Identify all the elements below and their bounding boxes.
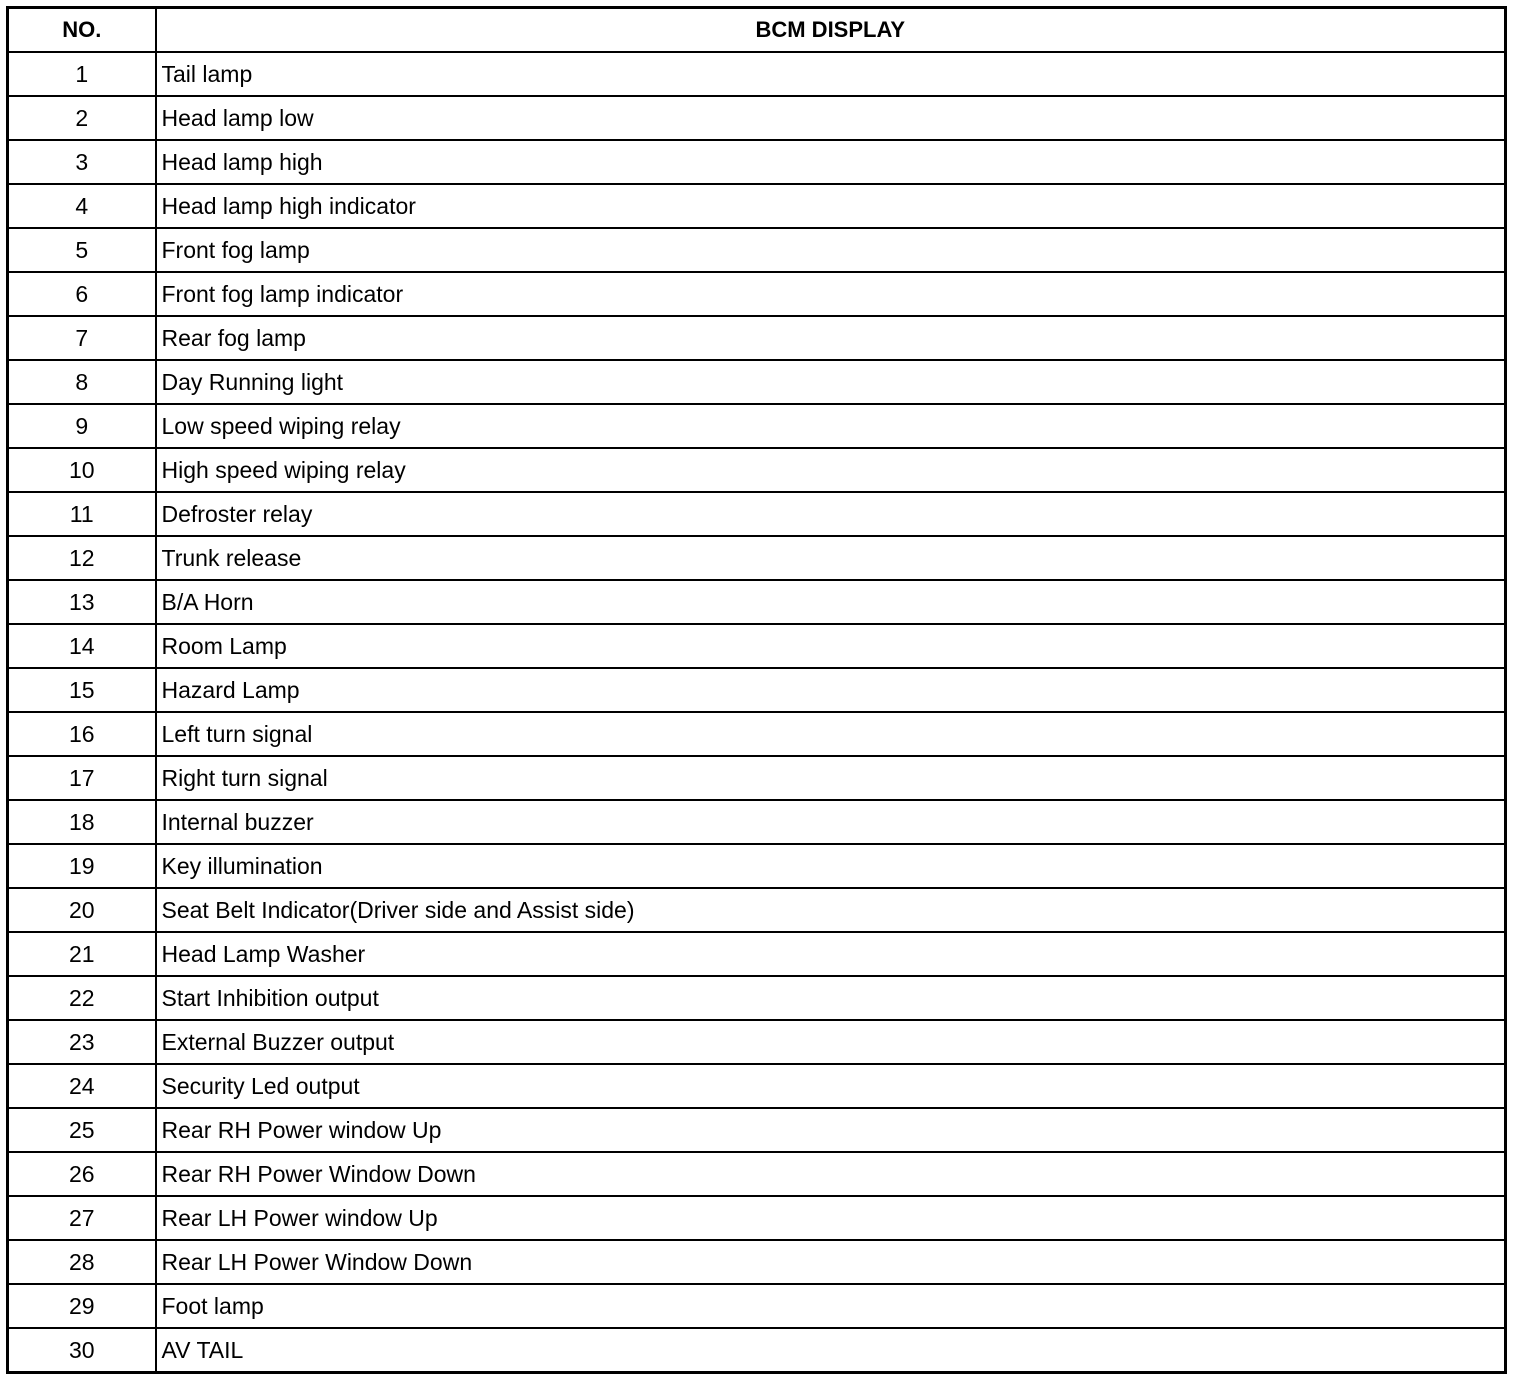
row-number: 28: [8, 1240, 156, 1284]
table-row: [8, 800, 1506, 844]
bcm-display-item: Left turn signal: [156, 712, 1506, 756]
bcm-display-item: Head lamp high: [156, 140, 1506, 184]
bcm-display-item: External Buzzer output: [156, 1020, 1506, 1064]
row-number: 16: [8, 712, 156, 756]
table-row: [8, 1196, 1506, 1240]
row-number: 6: [8, 272, 156, 316]
bcm-display-item: Foot lamp: [156, 1284, 1506, 1328]
table-row: [8, 1240, 1506, 1284]
bcm-display-item: Seat Belt Indicator(Driver side and Assist side): [156, 888, 1506, 932]
table-row: [8, 1152, 1506, 1196]
bcm-display-item: Trunk release: [156, 536, 1506, 580]
row-number: 27: [8, 1196, 156, 1240]
bcm-display-item: Tail lamp: [156, 52, 1506, 96]
table-row: [8, 624, 1506, 668]
row-number: 18: [8, 800, 156, 844]
table-row: [8, 360, 1506, 404]
row-number: 29: [8, 1284, 156, 1328]
table-row: [8, 184, 1506, 228]
bcm-display-item: Rear RH Power Window Down: [156, 1152, 1506, 1196]
table-row: [8, 844, 1506, 888]
table-row: [8, 712, 1506, 756]
table-header: [8, 8, 1506, 53]
table-row: [8, 316, 1506, 360]
row-number: 1: [8, 52, 156, 96]
bcm-display-item: Front fog lamp: [156, 228, 1506, 272]
table-row: [8, 272, 1506, 316]
table-row: [8, 1020, 1506, 1064]
table-row: [8, 888, 1506, 932]
row-number: 8: [8, 360, 156, 404]
row-number: 11: [8, 492, 156, 536]
bcm-display-item: B/A Horn: [156, 580, 1506, 624]
table-row: [8, 932, 1506, 976]
row-number: 9: [8, 404, 156, 448]
bcm-display-item: Key illumination: [156, 844, 1506, 888]
row-number: 14: [8, 624, 156, 668]
bcm-display-item: Defroster relay: [156, 492, 1506, 536]
table-row: [8, 228, 1506, 272]
table-row: [8, 52, 1506, 96]
row-number: 10: [8, 448, 156, 492]
row-number: 24: [8, 1064, 156, 1108]
table-row: [8, 1284, 1506, 1328]
row-number: 17: [8, 756, 156, 800]
bcm-display-item: Start Inhibition output: [156, 976, 1506, 1020]
bcm-display-item: High speed wiping relay: [156, 448, 1506, 492]
table-row: [8, 448, 1506, 492]
row-number: 19: [8, 844, 156, 888]
table-row: [8, 976, 1506, 1020]
header-row: [8, 8, 1506, 53]
bcm-display-item: Head lamp low: [156, 96, 1506, 140]
row-number: 26: [8, 1152, 156, 1196]
header-bcm-display: BCM DISPLAY: [156, 8, 1506, 53]
table-row: [8, 404, 1506, 448]
row-number: 4: [8, 184, 156, 228]
row-number: 30: [8, 1328, 156, 1373]
bcm-display-item: Head lamp high indicator: [156, 184, 1506, 228]
bcm-display-item: Rear LH Power window Up: [156, 1196, 1506, 1240]
row-number: 25: [8, 1108, 156, 1152]
bcm-display-item: Low speed wiping relay: [156, 404, 1506, 448]
row-number: 15: [8, 668, 156, 712]
bcm-display-item: Hazard Lamp: [156, 668, 1506, 712]
bcm-display-item: AV TAIL: [156, 1328, 1506, 1373]
table-row: [8, 536, 1506, 580]
row-number: 12: [8, 536, 156, 580]
header-no: NO.: [8, 8, 156, 53]
row-number: 5: [8, 228, 156, 272]
bcm-display-table: [6, 6, 1507, 1374]
bcm-display-item: Internal buzzer: [156, 800, 1506, 844]
row-number: 3: [8, 140, 156, 184]
bcm-display-item: Head Lamp Washer: [156, 932, 1506, 976]
table-row: [8, 96, 1506, 140]
bcm-display-item: Front fog lamp indicator: [156, 272, 1506, 316]
row-number: 2: [8, 96, 156, 140]
bcm-display-item: Room Lamp: [156, 624, 1506, 668]
bcm-display-item: Day Running light: [156, 360, 1506, 404]
bcm-display-item: Right turn signal: [156, 756, 1506, 800]
table-row: [8, 580, 1506, 624]
table-row: [8, 492, 1506, 536]
bcm-display-item: Rear RH Power window Up: [156, 1108, 1506, 1152]
table-row: [8, 1064, 1506, 1108]
row-number: 21: [8, 932, 156, 976]
bcm-display-item: Rear fog lamp: [156, 316, 1506, 360]
row-number: 20: [8, 888, 156, 932]
bcm-display-item: Security Led output: [156, 1064, 1506, 1108]
table-row: [8, 668, 1506, 712]
bcm-display-item: Rear LH Power Window Down: [156, 1240, 1506, 1284]
row-number: 23: [8, 1020, 156, 1064]
row-number: 22: [8, 976, 156, 1020]
table-row: [8, 1108, 1506, 1152]
row-number: 13: [8, 580, 156, 624]
table-row: [8, 756, 1506, 800]
table-body: [8, 52, 1506, 1373]
table-row: [8, 1328, 1506, 1373]
table-row: [8, 140, 1506, 184]
row-number: 7: [8, 316, 156, 360]
